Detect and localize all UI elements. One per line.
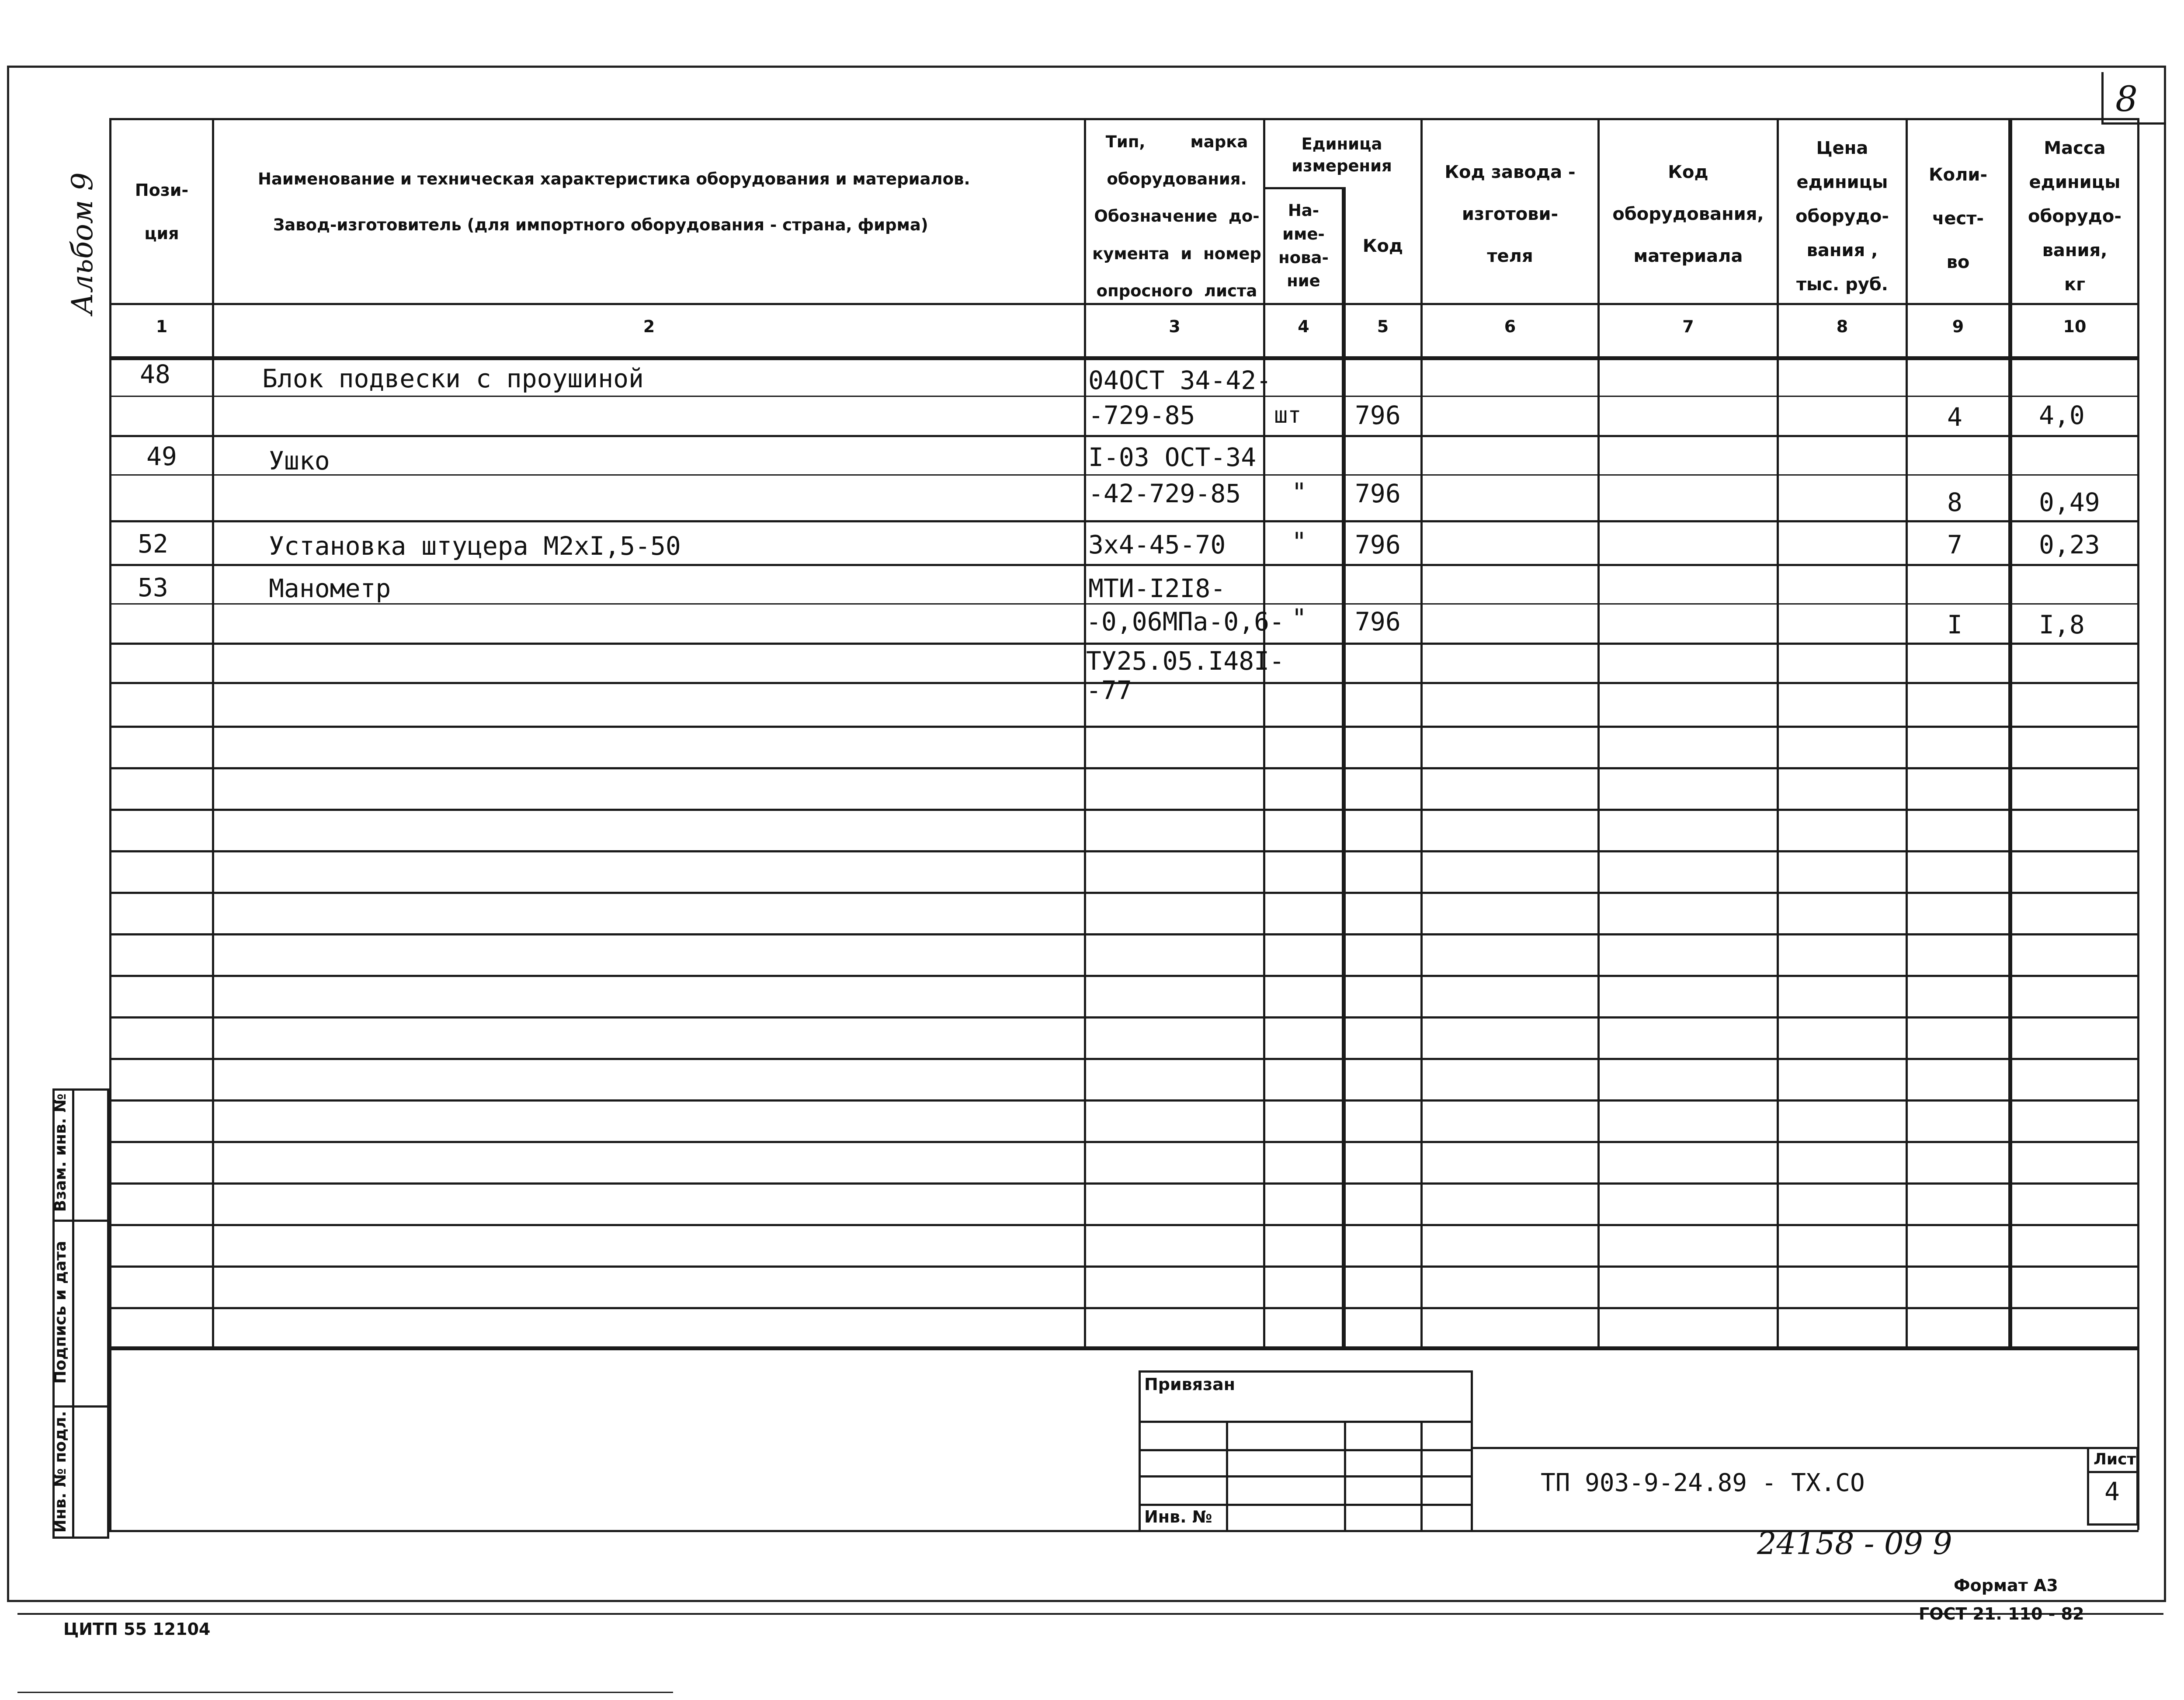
row-code: 796 bbox=[1355, 400, 1401, 430]
column-number: 6 bbox=[1504, 317, 1516, 336]
row-mass: 0,23 bbox=[2039, 530, 2100, 560]
side-label-inv-podl: Инв. № подл. bbox=[52, 1411, 69, 1533]
row-type: -0,06МПа-0,6- bbox=[1086, 607, 1285, 636]
header-price: Цена единицы оборудо- вания , тыс. руб. bbox=[1795, 138, 1889, 295]
column-number: 5 bbox=[1377, 317, 1389, 336]
header-unit-code: Код bbox=[1362, 236, 1403, 256]
column-number: 10 bbox=[2063, 317, 2087, 336]
row-position: 52 bbox=[138, 529, 168, 559]
column-number: 2 bbox=[643, 317, 655, 336]
header-type: Тип, марка оборудования. Обозначение до- кумента и номер опросного листа bbox=[1092, 132, 1261, 300]
format-label: Формат А3 bbox=[1954, 1576, 2058, 1595]
header-unit-group: Единица измерения bbox=[1292, 135, 1392, 175]
row-unit: шт bbox=[1274, 402, 1302, 428]
row-unit: " bbox=[1292, 603, 1307, 633]
column-number: 1 bbox=[156, 317, 168, 336]
document-code: ТП 903-9-24.89 - ТХ.СО bbox=[1541, 1469, 1865, 1497]
row-type: 04ОСТ 34-42- bbox=[1088, 365, 1272, 395]
header-mass: Масса единицы оборудо- вания, кг bbox=[2028, 138, 2122, 295]
column-number: 7 bbox=[1682, 317, 1694, 336]
row-type: 3х4-45-70 bbox=[1088, 530, 1226, 560]
row-name: Установка штуцера М2хI,5-50 bbox=[269, 531, 681, 561]
row-position: 53 bbox=[138, 573, 168, 602]
row-type: -729-85 bbox=[1088, 400, 1195, 430]
row-qty: 4 bbox=[1947, 402, 1962, 432]
row-qty: 7 bbox=[1947, 530, 1962, 560]
page-number: 8 bbox=[2115, 79, 2138, 119]
row-qty: I bbox=[1947, 610, 1962, 640]
row-qty: 8 bbox=[1947, 487, 1962, 517]
gost-label: ГОСТ 21. 110 - 82 bbox=[1919, 1604, 2084, 1624]
row-unit: " bbox=[1292, 527, 1307, 556]
header-equipment-code: Код оборудования, материала bbox=[1612, 162, 1764, 266]
row-mass: 0,49 bbox=[2039, 487, 2100, 517]
row-type: -42-729-85 bbox=[1088, 479, 1241, 508]
header-quantity: Коли- чест- во bbox=[1928, 165, 1988, 272]
column-number: 9 bbox=[1952, 317, 1964, 336]
handwritten-number: 24158 - 09 9 bbox=[1757, 1526, 1952, 1561]
row-type: -77 bbox=[1086, 675, 1132, 705]
row-unit: " bbox=[1292, 477, 1307, 507]
row-mass: 4,0 bbox=[2039, 400, 2085, 430]
row-position: 48 bbox=[140, 359, 170, 389]
row-name: Ушко bbox=[269, 446, 330, 476]
header-position: Пози- ция bbox=[135, 181, 189, 243]
side-label-podpis: Подпись и дата bbox=[52, 1241, 69, 1384]
side-label-vzam: Взам. инв. № bbox=[52, 1093, 69, 1212]
row-type: МТИ-I2I8- bbox=[1088, 574, 1226, 603]
row-type: ТУ25.05.I48I- bbox=[1086, 646, 1285, 676]
column-number: 4 bbox=[1298, 317, 1309, 336]
row-type: I-03 ОСТ-34 bbox=[1088, 442, 1257, 472]
row-code: 796 bbox=[1355, 530, 1401, 560]
column-number: 3 bbox=[1169, 317, 1181, 336]
header-name-line1: Наименование и техническая характеристика оборудования и материалов. bbox=[258, 169, 970, 188]
header-unit-name: На- име- нова- ние bbox=[1278, 201, 1329, 291]
cintp-label: ЦИТП 55 12104 bbox=[63, 1620, 211, 1639]
row-position: 49 bbox=[146, 442, 177, 471]
privyazan-label: Привязан bbox=[1144, 1375, 1236, 1394]
row-code: 796 bbox=[1355, 607, 1401, 636]
column-number: 8 bbox=[1836, 317, 1848, 336]
header-name-line2: Завод-изготовитель (для импортного оборудования - страна, фирма) bbox=[273, 215, 928, 234]
sheet-label: Лист bbox=[2094, 1450, 2136, 1468]
row-name: Манометр bbox=[269, 574, 391, 603]
row-mass: I,8 bbox=[2039, 610, 2085, 640]
row-code: 796 bbox=[1355, 479, 1401, 508]
album-label: Альбом 9 bbox=[66, 172, 99, 315]
inv-no-label: Инв. № bbox=[1144, 1507, 1212, 1526]
row-name: Блок подвески с проушиной bbox=[262, 364, 644, 393]
header-factory-code: Код завода - изготови- теля bbox=[1444, 162, 1576, 266]
sheet-value: 4 bbox=[2104, 1477, 2120, 1506]
